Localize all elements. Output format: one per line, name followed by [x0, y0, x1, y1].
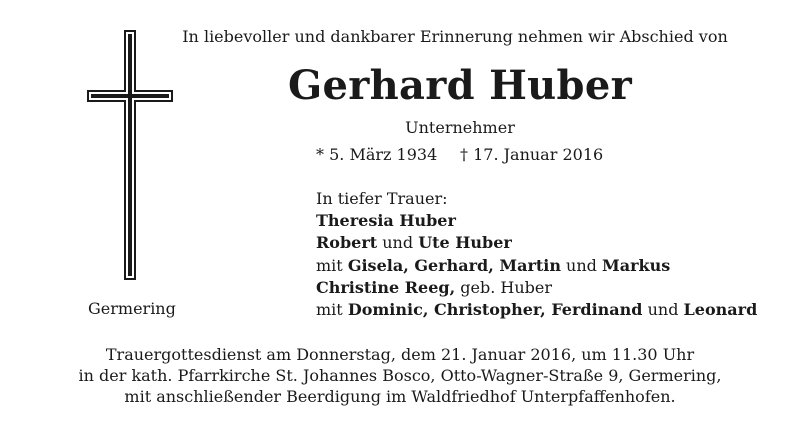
mourner-line	[316, 210, 757, 232]
maiden-name: geb. Huber	[455, 277, 552, 297]
intro-text: In liebevoller und dankbarer Erinnerung nehmen wir Abschied von	[182, 27, 728, 46]
mourner-names: Gisela, Gerhard, Martin	[347, 255, 561, 275]
mourners-list	[316, 188, 757, 321]
mourner-name: Robert	[316, 233, 378, 253]
mourner-line	[316, 255, 757, 277]
service-line: Trauergottesdienst am Donnerstag, dem 21. Januar 2016, um 11.30 Uhr	[105, 345, 695, 364]
city: Germering	[88, 299, 176, 318]
prefix: mit	[316, 300, 348, 320]
cross-icon	[87, 30, 173, 280]
mourner-name: Markus	[602, 255, 671, 275]
mourner-line	[316, 277, 757, 299]
service-info	[60, 344, 740, 407]
conjunction: und	[642, 300, 684, 320]
profession: Unternehmer	[405, 118, 515, 137]
mourners-heading: In tiefer Trauer:	[316, 189, 448, 208]
mourner-line	[316, 299, 757, 321]
mourner-name: Theresia Huber	[316, 211, 456, 231]
mourner-names: Dominic, Christopher, Ferdinand	[347, 300, 643, 320]
service-line: mit anschließender Beerdigung im Waldfriedhof Unterpfaffenhofen.	[124, 387, 676, 406]
mourner-name: Ute Huber	[418, 233, 512, 253]
conjunction: und	[377, 233, 419, 253]
deceased-name: Gerhard Huber	[288, 62, 632, 109]
mourner-line	[316, 232, 757, 254]
service-line: in der kath. Pfarrkirche St. Johannes Bosco, Otto-Wagner-Straße 9, Germering,	[78, 366, 722, 385]
death-date: † 17. Januar 2016	[460, 145, 604, 164]
mourner-name: Christine Reeg,	[316, 277, 456, 297]
conjunction: und	[560, 255, 602, 275]
mourner-name: Leonard	[683, 300, 758, 320]
birth-date: * 5. März 1934	[316, 145, 438, 164]
prefix: mit	[316, 255, 348, 275]
